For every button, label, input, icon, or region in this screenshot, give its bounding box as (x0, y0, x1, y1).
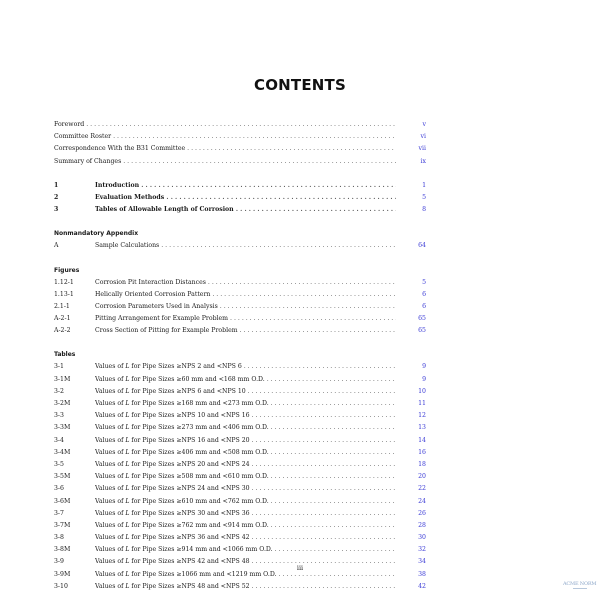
toc (54, 119, 426, 593)
toc-page-link[interactable]: 24 (418, 497, 426, 505)
toc-page-link[interactable]: 14 (418, 436, 426, 444)
figure-number: 1.12-1 (54, 278, 74, 286)
section-number: 2 (54, 193, 59, 201)
toc-entry-label: Values of L for Pipe Sizes ≥273 mm and <406 mm O.D. . . . (95, 422, 396, 434)
toc-page-link[interactable]: 1 (422, 181, 426, 189)
toc-page-link[interactable]: 10 (418, 387, 426, 395)
toc-page-link[interactable]: 42 (418, 582, 426, 590)
table-number: 3-8 (54, 534, 64, 542)
toc-entry-label: Introduction . . . (95, 180, 396, 192)
toc-page-link[interactable]: 9 (422, 363, 426, 371)
toc-page-link[interactable]: 5 (422, 278, 426, 286)
toc-page-link[interactable]: 28 (418, 521, 426, 529)
toc-page-link[interactable]: 13 (418, 424, 426, 432)
table-number: 3-5M (54, 473, 71, 481)
table-number: 3-8M (54, 546, 71, 554)
toc-entry-label: Values of L for Pipe Sizes ≥NPS 24 and <NPS 30 . . . (95, 483, 396, 495)
toc-table[interactable] (54, 471, 426, 483)
toc-table[interactable] (54, 361, 426, 373)
toc-table[interactable] (54, 447, 426, 459)
toc-page-link[interactable]: 34 (418, 558, 426, 566)
watermark-text: ACME NORM (563, 581, 597, 587)
toc-page-link[interactable]: 6 (422, 302, 426, 310)
toc-table[interactable] (54, 374, 426, 386)
table-number: 3-7M (54, 521, 71, 529)
table-number: 3-4M (54, 448, 71, 456)
toc-entry-label: Values of L for Pipe Sizes ≥1066 mm and <1219 mm O.D. . . . (95, 569, 396, 581)
page-title: CONTENTS (254, 76, 346, 94)
toc-page-link[interactable]: ix (420, 157, 426, 165)
toc-entry-label: Evaluation Methods . . . (95, 192, 396, 204)
toc-page-link[interactable]: 18 (418, 460, 426, 468)
table-number: 3-7 (54, 509, 64, 517)
toc-entry-label: Values of L for Pipe Sizes ≥NPS 20 and <NPS 24 . . . (95, 459, 396, 471)
toc-entry-label: Values of L for Pipe Sizes ≥762 mm and <914 mm O.D. . . . (95, 520, 396, 532)
watermark-logo (563, 581, 596, 589)
figures-heading: Figures (54, 266, 80, 274)
toc-section-1[interactable] (54, 180, 426, 192)
toc-entry-label: Corrosion Parameters Used in Analysis . . . (95, 301, 396, 313)
toc-entry-label: Corrosion Pit Interaction Distances . . . (95, 277, 396, 289)
toc-appendix-a[interactable] (54, 240, 426, 252)
toc-entry-correspondence[interactable] (54, 143, 426, 155)
toc-entry-label: Foreword . . . (54, 119, 396, 131)
figure-number: A-2-2 (54, 327, 71, 335)
toc-entry-label: Summary of Changes . . . (54, 156, 396, 168)
table-number: 3-10 (54, 582, 68, 590)
table-number: 3-6 (54, 485, 64, 493)
page-number: iii (296, 564, 304, 572)
section-number: 3 (54, 206, 59, 214)
toc-entry-label: Values of L for Pipe Sizes ≥610 mm and <762 mm O.D. . . . (95, 496, 396, 508)
toc-table[interactable] (54, 386, 426, 398)
toc-entry-label: Values of L for Pipe Sizes ≥NPS 2 and <NPS 6 . . . (95, 361, 396, 373)
toc-entry-foreword[interactable] (54, 119, 426, 131)
toc-table[interactable] (54, 581, 426, 593)
toc-page-link[interactable]: 30 (418, 534, 426, 542)
toc-table[interactable] (54, 532, 426, 544)
toc-figure[interactable] (54, 325, 426, 337)
toc-table[interactable] (54, 435, 426, 447)
toc-table[interactable] (54, 520, 426, 532)
toc-page-link[interactable]: 38 (418, 570, 426, 578)
toc-entry-label: Values of L for Pipe Sizes ≥168 mm and <273 mm O.D. . . . (95, 398, 396, 410)
toc-page-link[interactable]: 8 (422, 206, 426, 214)
toc-page-link[interactable]: 5 (422, 193, 426, 201)
toc-page-link[interactable]: v (422, 121, 426, 128)
figure-number: 2.1-1 (54, 302, 70, 310)
toc-table[interactable] (54, 398, 426, 410)
toc-table[interactable] (54, 508, 426, 520)
toc-page-link[interactable]: vii (418, 145, 426, 153)
toc-table[interactable] (54, 422, 426, 434)
watermark-underline (573, 588, 587, 589)
appendix-heading: Nonmandatory Appendix (54, 230, 139, 238)
toc-section-2[interactable] (54, 192, 426, 204)
toc-entry-label: Values of L for Pipe Sizes ≥NPS 10 and <NPS 16 . . . (95, 410, 396, 422)
toc-table[interactable] (54, 544, 426, 556)
toc-page-link[interactable]: 65 (418, 315, 426, 323)
table-number: 3-2 (54, 387, 64, 395)
toc-figure[interactable] (54, 289, 426, 301)
tables-list (54, 361, 426, 593)
section-number: 1 (54, 181, 59, 189)
toc-figure[interactable] (54, 313, 426, 325)
toc-entry-label: Values of L for Pipe Sizes ≥60 mm and <168 mm O.D. . . . (95, 374, 396, 386)
toc-figure[interactable] (54, 277, 426, 289)
toc-entry-label: Values of L for Pipe Sizes ≥NPS 16 and <NPS 20 . . . (95, 435, 396, 447)
toc-entry-label: Correspondence With the B31 Committee . . . (54, 143, 396, 155)
toc-entry-label: Committee Roster . . . (54, 131, 396, 143)
toc-entry-label: Values of L for Pipe Sizes ≥NPS 36 and <NPS 42 . . . (95, 532, 396, 544)
toc-page-link[interactable]: 12 (418, 412, 426, 420)
table-number: 3-3M (54, 424, 71, 432)
toc-entry-label: Sample Calculations . . . (95, 240, 396, 252)
toc-table[interactable] (54, 410, 426, 422)
toc-page-link[interactable]: 11 (418, 400, 426, 407)
toc-page-link[interactable]: 16 (418, 448, 426, 456)
toc-entry-label: Tables of Allowable Length of Corrosion . . . (95, 204, 396, 216)
toc-entry-label: Helically Oriented Corrosion Pattern . . . (95, 289, 396, 301)
toc-entry-label: Values of L for Pipe Sizes ≥NPS 48 and <NPS 52 . . . (95, 581, 396, 593)
table-number: 3-1 (54, 363, 64, 371)
tables-heading: Tables (54, 351, 76, 359)
toc-entry-label: Values of L for Pipe Sizes ≥NPS 30 and <NPS 36 . . . (95, 508, 396, 520)
table-number: 3-9M (54, 570, 71, 578)
toc-entry-label: Values of L for Pipe Sizes ≥406 mm and <508 mm O.D. . . . (95, 447, 396, 459)
toc-page-link[interactable]: vi (420, 133, 426, 141)
toc-table[interactable] (54, 483, 426, 495)
table-number: 3-1M (54, 375, 71, 383)
toc-entry-summary-of-changes[interactable] (54, 156, 426, 168)
toc-table[interactable] (54, 496, 426, 508)
table-number: 3-6M (54, 497, 71, 505)
toc-page-link[interactable]: 20 (418, 473, 426, 481)
toc-entry-committee-roster[interactable] (54, 131, 426, 143)
toc-section-3[interactable] (54, 204, 426, 216)
toc-entry-label: Values of L for Pipe Sizes ≥NPS 6 and <NPS 10 . . . (95, 386, 396, 398)
figure-number: 1.13-1 (54, 290, 74, 298)
table-number: 3-2M (54, 400, 71, 407)
toc-entry-label: Values of L for Pipe Sizes ≥NPS 42 and <NPS 48 . . . (95, 556, 396, 568)
toc-page-link[interactable]: 9 (422, 375, 426, 383)
table-number: 3-9 (54, 558, 64, 566)
toc-entry-label: Cross Section of Pitting for Example Problem . . . (95, 325, 396, 337)
figure-number: A-2-1 (54, 315, 71, 323)
toc-page-link[interactable]: 64 (418, 242, 426, 250)
toc-page-link[interactable]: 26 (418, 509, 426, 517)
toc-page-link[interactable]: 6 (422, 290, 426, 298)
table-number: 3-4 (54, 436, 64, 444)
toc-page-link[interactable]: 22 (418, 485, 426, 493)
toc-entry-label: Values of L for Pipe Sizes ≥508 mm and <610 mm O.D. . . . (95, 471, 396, 483)
table-number: 3-5 (54, 460, 64, 468)
toc-entry-label: Pitting Arrangement for Example Problem . . . (95, 313, 396, 325)
toc-figure[interactable] (54, 301, 426, 313)
toc-table[interactable] (54, 459, 426, 471)
toc-entry-label: Values of L for Pipe Sizes ≥914 mm and <1066 mm O.D. . . . (95, 544, 396, 556)
table-number: 3-3 (54, 412, 64, 420)
toc-page-link[interactable]: 65 (418, 327, 426, 335)
toc-page-link[interactable]: 32 (418, 546, 426, 554)
appendix-letter: A (54, 242, 59, 250)
